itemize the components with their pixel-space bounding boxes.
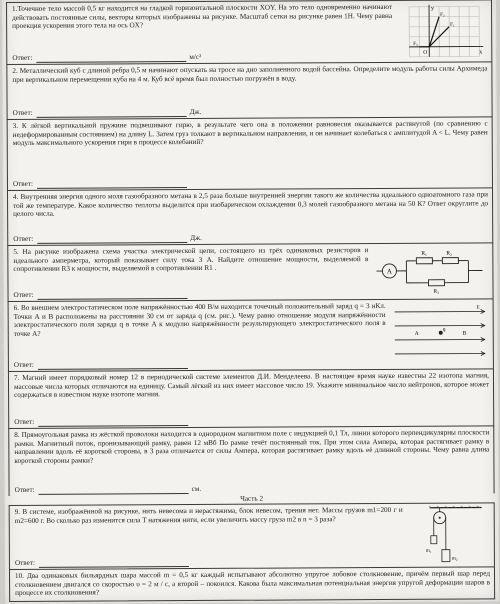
x-axis-label: x (479, 49, 483, 56)
answer-field: Ответ: (14, 290, 188, 300)
figure-field (393, 303, 489, 366)
answer-input[interactable] (38, 361, 188, 370)
answer-input[interactable] (39, 486, 189, 495)
answer-field: Ответ: м/с² (12, 53, 202, 63)
figure-pulley (426, 505, 486, 565)
task-2: 2. Металлический куб с длиной ребра 0,5 м начинают опускать на тросе на дно заполненного водой бассейна. Определите модуль работы силы Архимеда при вертикальном перемещении куба на 4 м. Куб всё время был полностью погружён в воду. Ответ: Дж. (6, 61, 492, 119)
part-2-heading: Часть 2 (240, 494, 264, 503)
answer-field: Ответ: (15, 558, 189, 568)
resistor-label: R₁ (421, 250, 427, 257)
point-a-label: A (414, 330, 419, 337)
task-1 (6, 0, 492, 64)
force-label: F₂ (440, 12, 445, 18)
answer-input[interactable] (36, 54, 186, 63)
worksheet (2, 0, 499, 604)
task-6: 6. Во внешнем электростатическом поле напряжённостью 400 В/м находится точечный положительный заряд q = 3 нКл. Точки A и B расположены на расстоянии 30 см от заряда q (см. рис.). Чему равно отношение модуля напряжённости электростатического поля заряда q в точке A к модулю напряжённости результирующего электростатического поля в точке A? Ответ: q A B E (8, 298, 494, 371)
answer-input[interactable] (38, 291, 188, 300)
figure-forces-grid (403, 2, 485, 60)
resistor-label: R₃ (433, 288, 440, 295)
ammeter-label: A (386, 267, 393, 276)
answer-input[interactable] (37, 235, 187, 244)
origin-label: O (423, 49, 428, 56)
answer-field: Ответ: см. (14, 485, 202, 495)
figure-circuit (376, 248, 484, 295)
task-8: 8. Прямоугольная рамка из жёсткой проволоки находится в однородном магнитном поле с индукцией 0,1 Тл, линии которого перпендикулярны плоскости рамки. Магнитный поток, пронизывающий рамку, равен 12 мВб По рамке течёт постоянный ток. При этом сила Ампера, которая растягивает рамку в направлении вдоль её короткой стороны, в 3 раза отличается от силы Ампера, которая растягивает рамку вдоль её длинной стороны. Чему равна длина короткой стороны рамки? Ответ: см. (8, 425, 494, 496)
task-10: 10. Два одинаковых бильярдных шара массой m = 0,5 кг каждый испытывают абсолютно упругое лобовое столкновение, причём первый шар перед столкновением двигался со скоростью υ = 2 м / с, а второй – покоился. Какова была максимальная потенциальная энергия упругой деформации шаров в процессе их столкновения? (9, 566, 495, 602)
task-5: 5. На рисунке изображена схема участка электрической цепи, состоящего из трёх одинаковых резисторов и идеального амперметра, который показывает силу тока 3 А. Найдите отношение мощности, выделяемой в сопротивлении R3 к мощности, выделяемой в сопротивлении R1 . Ответ: A R₁ R₂ R₃ (7, 242, 493, 301)
answer-field: Ответ: (13, 179, 187, 189)
resistor-label: R₂ (446, 250, 452, 257)
answer-field: Ответ: Дж. (12, 108, 202, 118)
answer-input[interactable] (39, 559, 189, 568)
answer-field: Ответ: Дж. (13, 234, 202, 244)
task-4: 4. Внутренняя энергия одного моля газообразного метана в 2,5 раза больше внутренней энергии такого же количества идеального одноатомного газа при той же температуре. Какое количество теплоты выделится при изобарическом охлаждении 0,3 молей газообразного метана на 50 К? Ответ округлите до целого числа. Ответ: Дж. (7, 187, 493, 245)
answer-field: Ответ: (14, 417, 188, 427)
point-b-label: B (462, 330, 467, 337)
answer-input[interactable] (38, 418, 188, 427)
charge-label: q (442, 326, 446, 333)
task-number: 1. (12, 4, 18, 13)
mass-label: m₂ (451, 556, 458, 562)
answer-field: Ответ: (14, 360, 188, 370)
answer-input[interactable] (37, 180, 187, 189)
force-label: F₁ (450, 22, 455, 28)
force-label: F₃ (413, 41, 418, 47)
y-axis-label: y (431, 5, 435, 12)
answer-input[interactable] (37, 109, 187, 118)
task-3: 3. К лёгкой вертикальной пружине подвешивают гирю, в результате чего она в положении равновесия оказывается растянутой (по сравнению с недеформированным состоянием) на длину L. Затем груз толкают в вертикальном направлении, и он начинает колебаться с амплитудой A < L. Чему равен модуль максимального ускорения гири в процессе колебаний? Ответ: (7, 116, 493, 190)
task-7: 7. Магний имеет порядковый номер 12 в периодической системе элементов Д.И. Менделеева. В настоящее время науке известны 22 изотопа магния, массовые числа которых отличаются на единицу. Самый лёгкий из них имеет массовое число 19. Укажите минимальное число нейтронов, которое может содержаться в известном науке изотопе магния. Ответ: (8, 368, 494, 428)
task-9: 9. В системе, изображённой на рисунке, нить невесома и нерастяжима, блок невесом, трения нет. Массы грузов m1=200 г и m2=600 г. Во сколько раз изменится сила T натяжения нити, если увеличить массу груза m2 в n = 3 раза? Ответ: m₁ m₂ (9, 502, 495, 569)
field-label: E (476, 305, 480, 311)
task-text: Точечное тело массой 0,5 кг находится на гладкой горизонтальной плоскости XOY. На это тело одновременно начинают действовать постоянные силы, векторы которых изображены на рисунке. Масштаб сетки на рисунке равен 1Н. Чему равна проекция ускорения этого тела на ось OX? (12, 2, 393, 31)
mass-label: m₁ (425, 548, 432, 554)
